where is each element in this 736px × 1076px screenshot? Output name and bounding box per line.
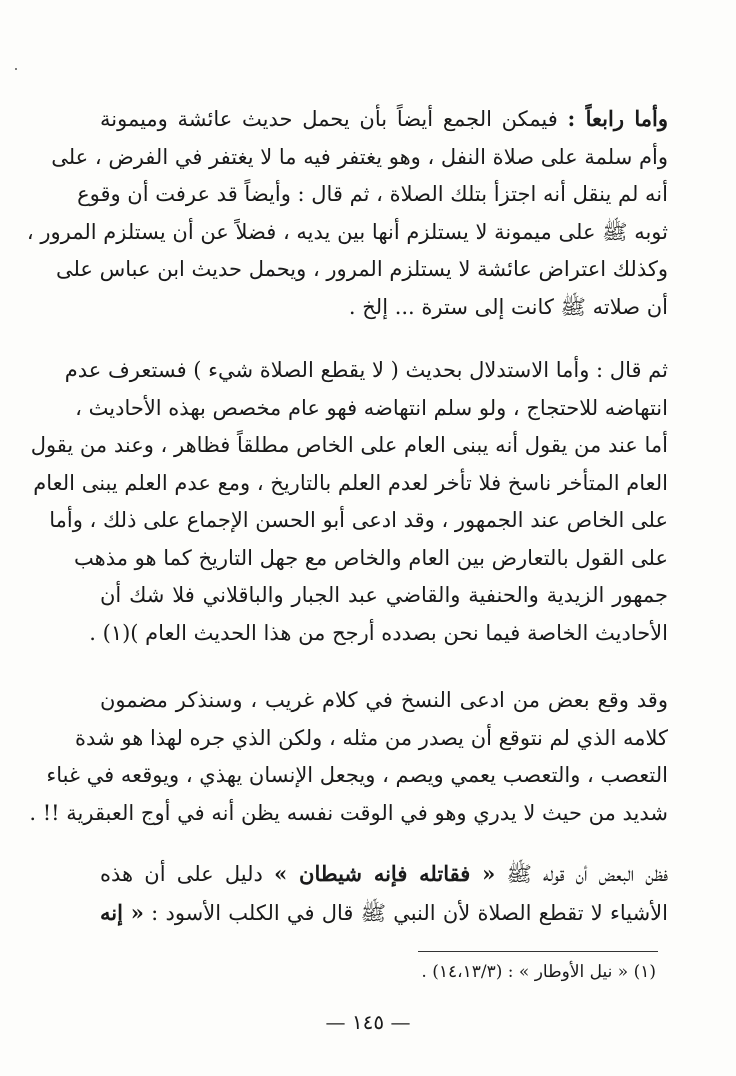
- paragraph-1-lead: وأما رابعاً :: [567, 106, 668, 131]
- paragraph-1-line-5: وكذلك اعتراض عائشة لا يستلزم المرور ، ويحمل حديث ابن عباس على: [55, 257, 668, 281]
- paragraph-4-line-1: [100, 855, 668, 894]
- paragraph-2-line-1: ثم قال : وأما الاستدلال بحديث ( لا يقطع الصلاة شيء ) فستعرف عدم: [64, 358, 668, 382]
- paragraph-2: [30, 352, 668, 652]
- paragraph-4-line-2: [100, 894, 668, 933]
- paragraph-2-line-4: العام المتأخر ناسخ فلا تأخر لعدم العلم بالتاريخ ، ومع عدم العلم يبنى العام: [33, 470, 668, 495]
- paragraph-4: [100, 855, 668, 932]
- paragraph-1-line-4: ثوبه ﷺ على ميمونة لا يستلزم أنها بين يديه ، فضلاً عن أن يستلزم المرور ،: [26, 219, 668, 244]
- paragraph-1: [26, 100, 668, 326]
- page-number: — ١٤٥ —: [325, 1010, 411, 1034]
- hadith-quote: « فقاتله فإنه شيطان »: [274, 861, 496, 886]
- scan-speck: [15, 68, 17, 70]
- paragraph-2-line-2: انتهاضه للاحتجاج ، ولو سلم انتهاضه فهو عام مخصص بهذه الأحاديث ،: [75, 395, 668, 420]
- paragraph-1-line-6: أن صلاته ﷺ كانت إلى سترة ... إلخ .: [348, 294, 668, 319]
- paragraph-3-line-2: كلامه الذي لم نتوقع أن يصدر من مثله ، ولكن الذي جره لهذا هو شدة: [75, 725, 668, 750]
- hadith-quote-2: « إنه: [100, 899, 144, 925]
- paragraph-3-line-4: شديد من حيث لا يدري وهو في الوقت نفسه يظن أنه في أوج العبقرية !! .: [29, 800, 668, 825]
- footnote: (١) « نيل الأوطار » : (١٤،١٣/٣) .: [421, 962, 656, 982]
- footnote-divider: [418, 951, 658, 952]
- paragraph-2-line-3: أما عند من يقول أنه يبنى العام على الخاص مطلقاً فظاهر ، وعند من يقول: [30, 433, 668, 457]
- paragraph-1-line-1: [100, 100, 668, 139]
- paragraph-2-line-8: الأحاديث الخاصة فيما نحن بصدده أرجح من هذا الحديث العام )(١) .: [89, 620, 668, 645]
- paragraph-3-line-1: وقد وقع بعض من ادعى النسخ في كلام غريب ، وسنذكر مضمون: [100, 688, 668, 712]
- paragraph-1-line-1-text: فيمكن الجمع أيضاً بأن يحمل حديث عائشة وميمونة: [100, 107, 558, 131]
- paragraph-1-line-2: وأم سلمة على صلاة النفل ، وهو يغتفر فيه ما لا يغتفر في الفرض ، على: [51, 144, 668, 169]
- paragraph-4-line-1-start: فظن البعض أن قوله ﷺ: [506, 862, 668, 886]
- paragraph-2-line-7: جمهور الزيدية والحنفية والقاضي عبد الجبار والباقلاني فلا شك أن: [100, 583, 668, 607]
- paragraph-3: [29, 682, 668, 832]
- paragraph-2-line-6: على القول بالتعارض بين العام والخاص مع جهل التاريخ كما هو مذهب: [74, 545, 668, 570]
- paragraph-4-line-2-start: الأشياء لا تقطع الصلاة لأن النبي ﷺ قال في الكلب الأسود :: [151, 900, 668, 925]
- paragraph-1-line-3: أنه لم ينقل أنه اجتزأ بتلك الصلاة ، ثم قال : وأيضاً قد عرفت أن وقوع: [77, 182, 668, 206]
- paragraph-3-line-3: التعصب ، والتعصب يعمي ويصم ، ويجعل الإنسان يهذي ، ويوقعه في غباء: [46, 763, 668, 787]
- paragraph-4-line-1-end: دليل على أن هذه: [100, 862, 263, 886]
- paragraph-2-line-5: على الخاص عند الجمهور ، وقد ادعى أبو الحسن الإجماع على ذلك ، وأما: [49, 508, 668, 532]
